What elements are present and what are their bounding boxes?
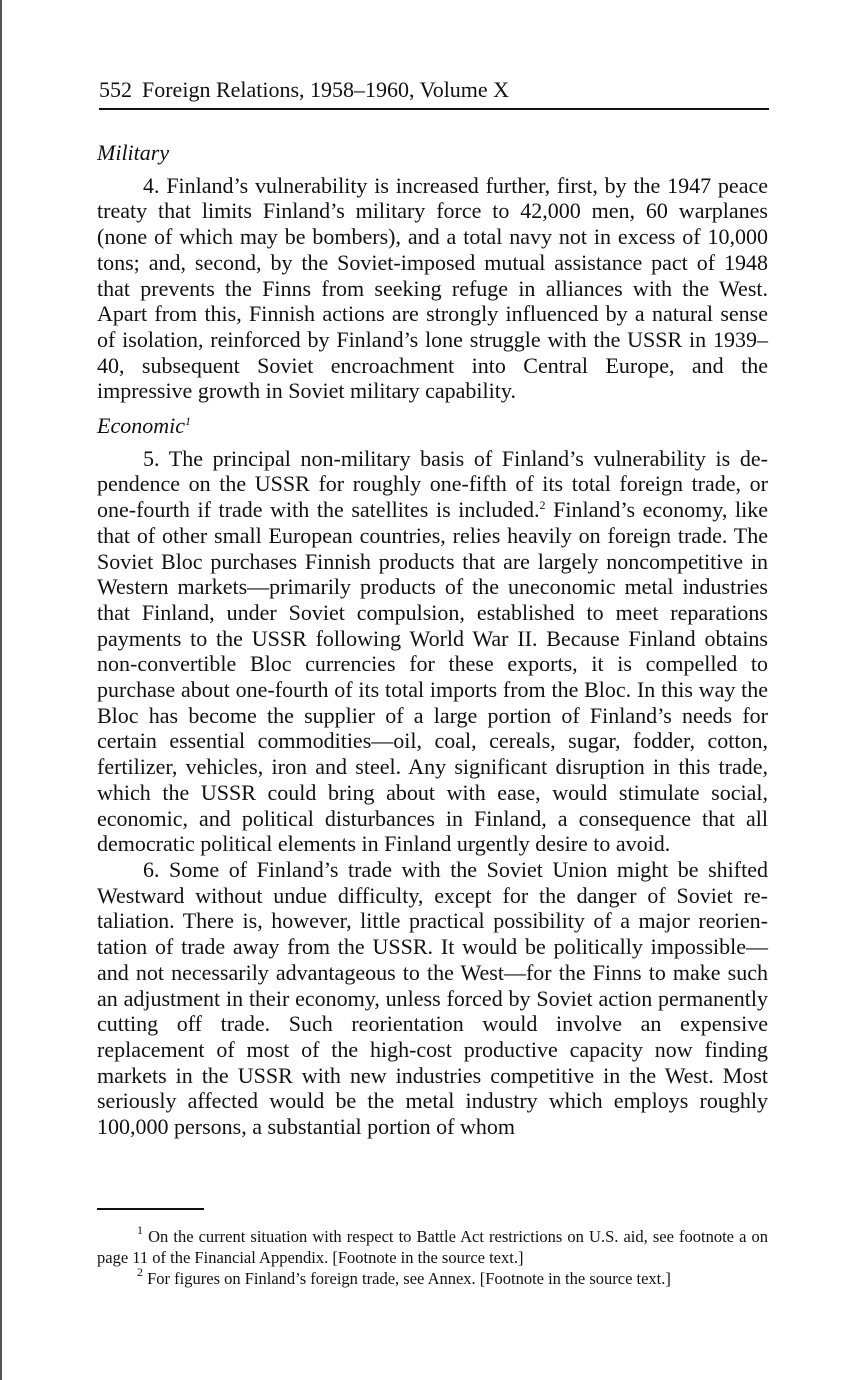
page-number: 552 <box>99 77 132 102</box>
page-edge <box>0 0 2 1380</box>
footnote-mark: 2 <box>137 1265 143 1279</box>
paragraph-number: 4. <box>143 172 160 198</box>
header-rule <box>99 108 769 110</box>
paragraph-number: 6. <box>143 856 160 882</box>
paragraph-text: Some of Finland’s trade with the Soviet Union might be shifted Westward without undue difficulty, except for the danger of Soviet retaliation. There is, however, little practical possibility of a major reorientation of trade away from the USSR. It would be politically impossible—and not necessarily advantageous to the West—for the Finns to make such an adjustment in their economy, unless forced by Soviet action permanently cutting off trade. Such reorientation would involve an expensive replacement of most of the high-cost productive capacity now finding markets in the USSR with new industries competitive in the West. Most seriously affected would be the metal industry which employs roughly 100,000 persons, a substantial portion of whom <box>97 856 768 1140</box>
paragraph-text: The principal non-military basis of Finland’s vulnerability is dependence on the USSR for roughly one-fifth of its total foreign trade, or one-fourth if trade with the satellites is included. <box>97 445 768 523</box>
paragraph-number: 5. <box>143 445 160 471</box>
footnote-1 <box>97 1223 768 1268</box>
footnote-text: For figures on Finland’s foreign trade, see Annex. [Footnote in the source text.] <box>147 1269 671 1288</box>
running-head <box>99 76 769 104</box>
section-heading-military: Military <box>97 140 170 165</box>
footnote-text: On the current situation with respect to Battle Act restrictions on U.S. aid, see footnote a on page 11 of the Financial Appendix. [Footnote in the source text.] <box>97 1227 768 1267</box>
footnote-rule <box>97 1208 204 1210</box>
document-body <box>97 140 768 1140</box>
book-title: Foreign Relations, 1958–1960, Volume X <box>142 77 510 102</box>
footnote-ref-1: 1 <box>184 414 191 429</box>
paragraph-6 <box>97 857 768 1140</box>
paragraph-5 <box>97 446 768 857</box>
footnote-2 <box>97 1265 768 1289</box>
paragraph-text: Finland’s vulnerability is increased further, first, by the 1947 peace treaty that limits Finland’s military force to 42,000 men, 60 warplanes (none of which may be bombers), and a total navy not in excess of 10,000 tons; and, second, by the Soviet-imposed mutual assistance pact of 1948 that prevents the Finns from seeking refuge in alliances with the West. Apart from this, Finnish actions are strongly influenced by a natural sense of isolation, reinforced by Finland’s lone struggle with the USSR in 1939–40, subsequent Soviet encroachment into Central Europe, and the impressive growth in Soviet military capability. <box>97 172 768 404</box>
paragraph-text: Finland’s economy, like that of other small European countries, relies heavily on foreign trade. The Soviet Bloc purchases Finnish products that are largely noncompetitive in Western markets—primarily products of the uneconomic metal industries that Finland, under Soviet compulsion, established to meet reparations payments to the USSR following World War II. Because Finland obtains non-convertible Bloc currencies for these exports, it is compelled to purchase about one-fourth of its total imports from the Bloc. In this way the Bloc has become the supplier of a large portion of Finland’s needs for certain essential commodities—oil, coal, cereals, sugar, fodder, cotton, fertilizer, vehicles, iron and steel. Any significant disruption in this trade, which the USSR could bring about with ease, would stimulate social, economic, and political disturbances in Finland, a consequence that all democratic political elements in Finland urgently desire to avoid. <box>97 497 768 857</box>
section-heading-economic: Economic$^1$ <box>97 413 191 439</box>
footnote-ref-2: 2 <box>539 498 546 513</box>
footnotes <box>97 1223 768 1289</box>
paragraph-4 <box>97 173 768 404</box>
footnote-mark: 1 <box>137 1223 143 1237</box>
